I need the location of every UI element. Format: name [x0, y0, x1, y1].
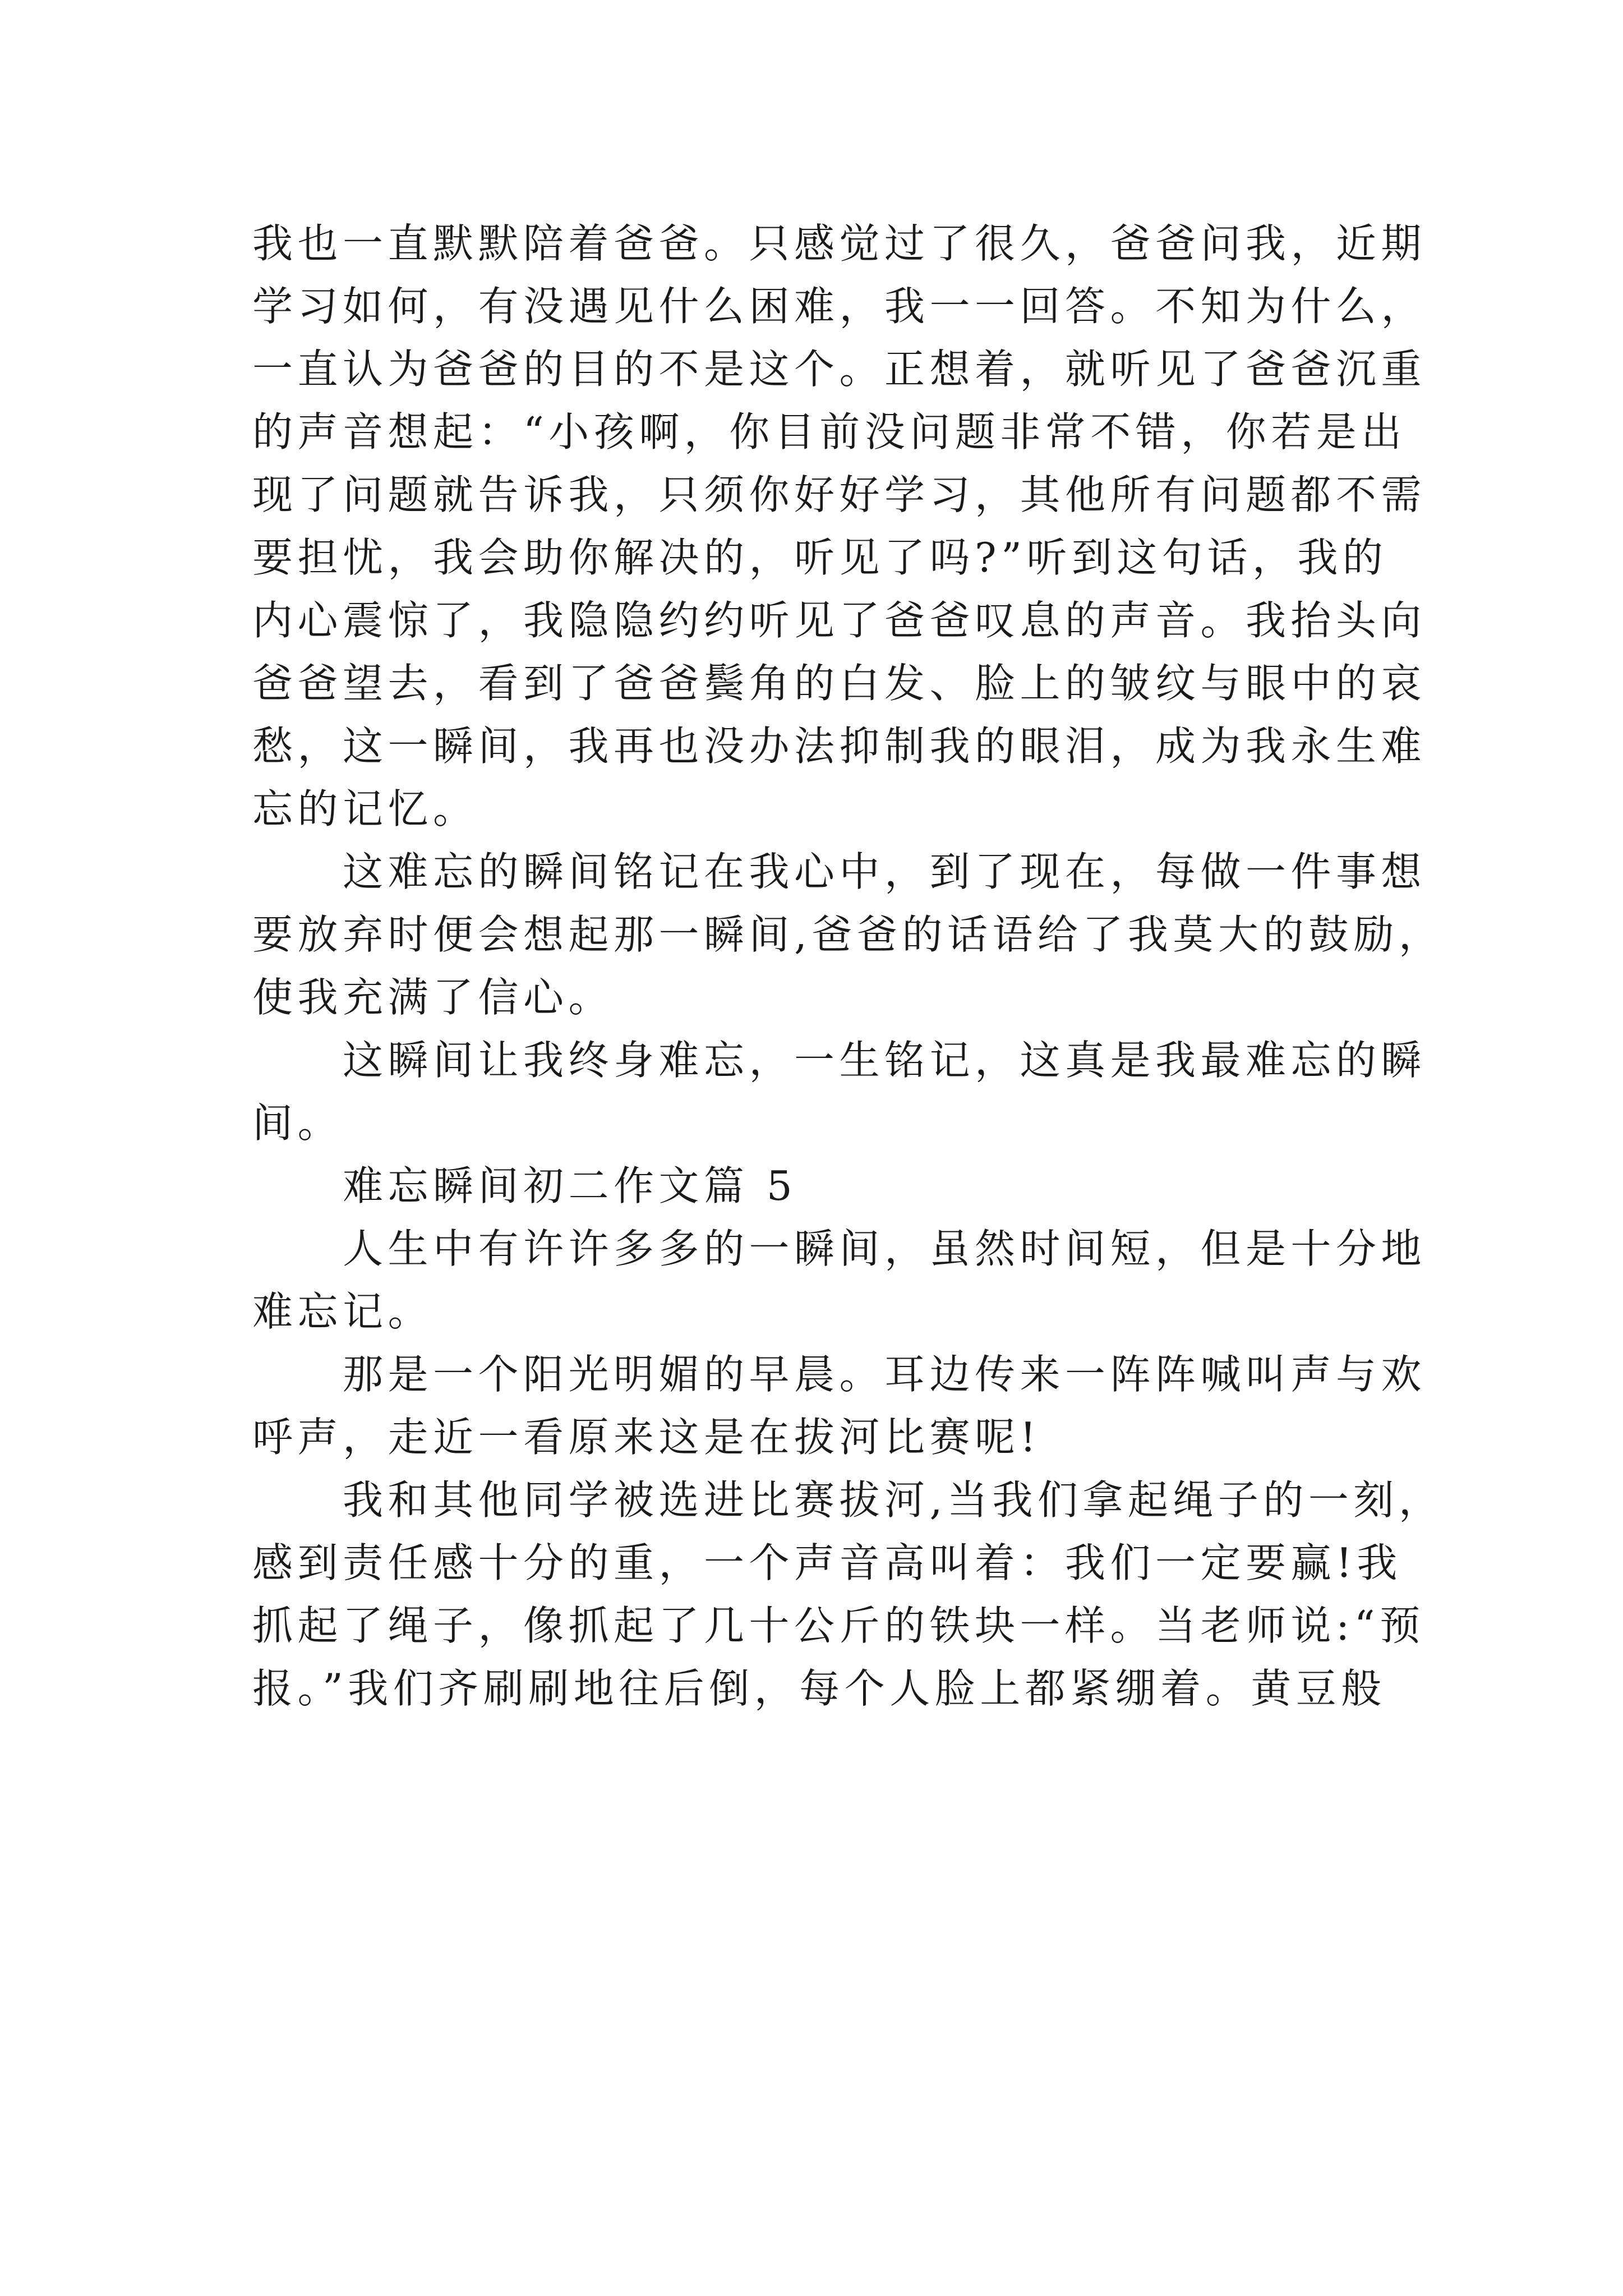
- text-line: 要放弃时便会想起那一瞬间,爸爸的话语给了我莫大的鼓励，: [252, 911, 1444, 958]
- text-line: 感到责任感十分的重，一个声音高叫着：我们一定要赢!我: [252, 1539, 1402, 1586]
- text-line: 我也一直默默陪着爸爸。只感觉过了很久，爸爸问我，近期: [252, 220, 1427, 267]
- text-line: 这难忘的瞬间铭记在我心中，到了现在，每做一件事想: [252, 848, 1427, 895]
- text-line: 人生中有许许多多的一瞬间，虽然时间短，但是十分地: [252, 1225, 1427, 1272]
- text-line: 忘的记忆。: [252, 785, 478, 832]
- section-heading: 难忘瞬间初二作文篇 5: [252, 1162, 797, 1209]
- text-line: 现了问题就告诉我，只须你好好学习，其他所有问题都不需: [252, 471, 1427, 518]
- text-line: 我和其他同学被选进比赛拔河,当我们拿起绳子的一刻，: [252, 1476, 1444, 1524]
- text-line: 难忘记。: [252, 1288, 434, 1335]
- text-line: 抓起了绳子，像抓起了几十公斤的铁块一样。当老师说:“预: [252, 1602, 1425, 1649]
- text-line: 一直认为爸爸的目的不是这个。正想着，就听见了爸爸沉重: [252, 346, 1427, 393]
- text-line: 愁，这一瞬间，我再也没办法抑制我的眼泪，成为我永生难: [252, 723, 1427, 770]
- document-body: [252, 212, 1444, 1720]
- text-line: 学习如何，有没遇见什么困难，我一一回答。不知为什么，: [252, 283, 1427, 330]
- text-line: 报。”我们齐刷刷地往后倒，每个人脸上都紧绷着。黄豆般: [252, 1665, 1386, 1712]
- text-line: 使我充满了信心。: [252, 974, 614, 1021]
- text-line: 的声音想起：“小孩啊，你目前没问题非常不错，你若是出: [252, 408, 1407, 455]
- text-line: 间。: [252, 1099, 343, 1147]
- text-line: 要担忧，我会助你解决的，听见了吗?”听到这句话，我的: [252, 534, 1388, 581]
- text-line: 那是一个阳光明媚的早晨。耳边传来一阵阵喊叫声与欢: [252, 1351, 1427, 1398]
- text-line: 爸爸望去，看到了爸爸鬓角的白发、脸上的皱纹与眼中的哀: [252, 660, 1427, 707]
- text-line: 这瞬间让我终身难忘，一生铭记，这真是我最难忘的瞬: [252, 1037, 1427, 1084]
- text-line: 内心震惊了，我隐隐约约听见了爸爸叹息的声音。我抬头向: [252, 597, 1427, 644]
- text-line: 呼声，走近一看原来这是在拔河比赛呢!: [252, 1414, 1041, 1461]
